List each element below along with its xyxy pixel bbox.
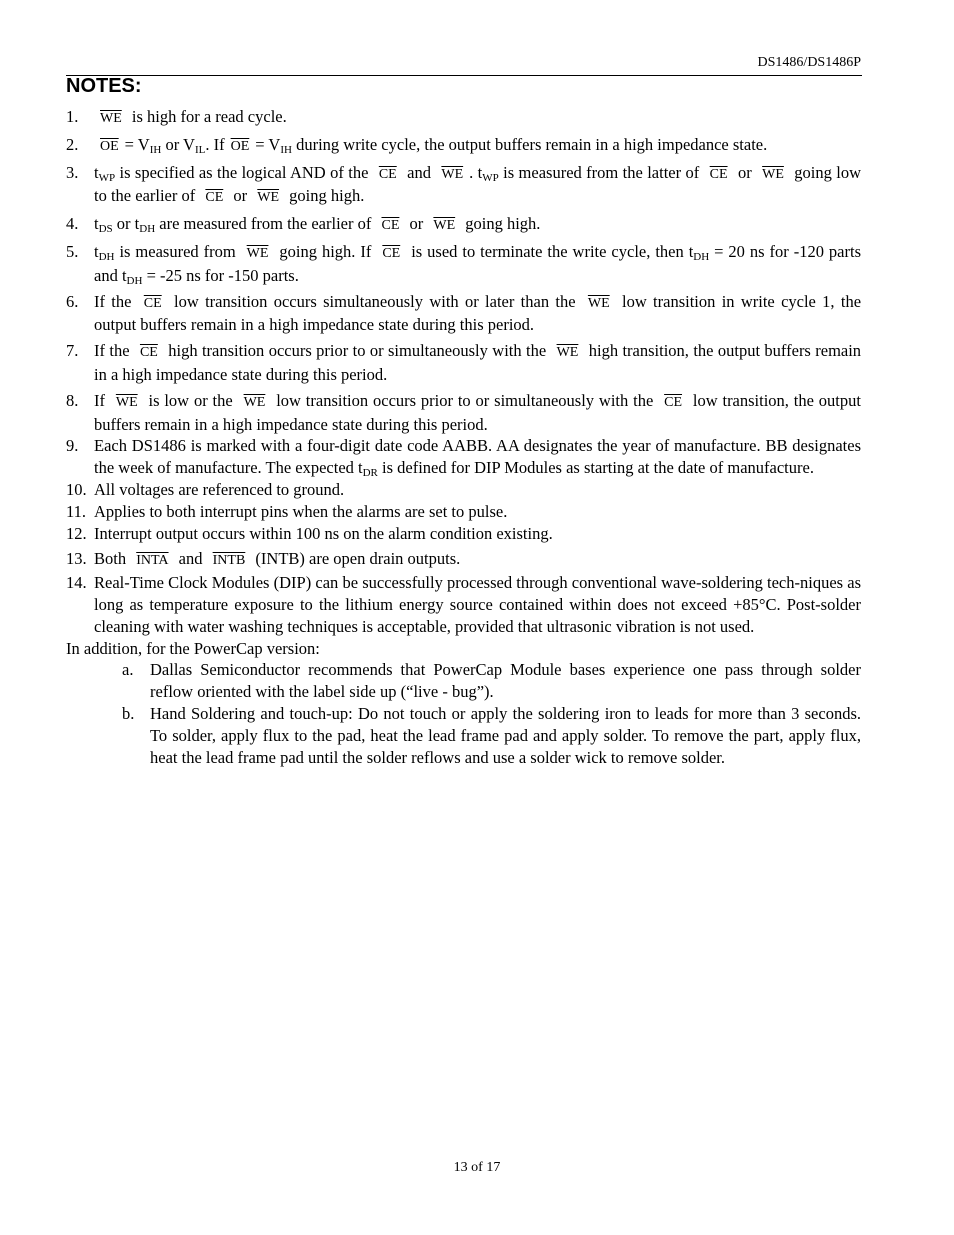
signal-we: $\overline{WE}$	[243, 394, 266, 410]
text-run: = V	[124, 134, 150, 154]
note-number: 14.	[66, 573, 87, 593]
note-13	[66, 548, 861, 572]
note-number: 5.	[66, 241, 79, 261]
signal-we: $\overline{WE}$	[246, 245, 269, 261]
powercap-intro: In addition, for the PowerCap version:	[66, 638, 320, 658]
signal-ce: $\overline{CE}$	[382, 245, 401, 261]
note-1	[66, 106, 861, 130]
note-number: 8.	[66, 390, 79, 410]
text-run: or V	[161, 134, 195, 154]
subscript: DH	[139, 223, 156, 236]
note-text	[94, 548, 861, 572]
text-run: or t	[112, 214, 140, 234]
text-run: is measured from the latter of	[498, 162, 700, 182]
powercap-item-a	[122, 659, 861, 703]
note-7	[66, 340, 861, 386]
subscript: IH	[280, 143, 292, 156]
signal-ce: $\overline{CE}$	[381, 218, 400, 234]
note-text: Applies to both interrupt pins when the alarms are set to pulse.	[94, 501, 508, 521]
text-run: t	[94, 241, 99, 261]
note-number: 10.	[66, 479, 87, 499]
text-run: = -25 ns for -150 parts.	[142, 265, 299, 285]
note-text	[94, 106, 861, 130]
document-id: DS1486/DS1486P	[757, 55, 861, 70]
subscript: DH	[126, 274, 143, 287]
subscript: DH	[693, 250, 710, 263]
note-14	[66, 572, 861, 637]
note-12	[66, 523, 861, 545]
item-letter: a.	[122, 660, 134, 680]
text-run: during write cycle, the output buffers remain in a high impedance state.	[291, 134, 768, 154]
note-text: All voltages are referenced to ground.	[94, 479, 345, 499]
subscript: DR	[362, 467, 378, 480]
note-6	[66, 291, 861, 337]
text-run: is high for a read cycle.	[131, 107, 287, 126]
note-number: 4.	[66, 214, 79, 234]
header-rule	[66, 75, 862, 76]
signal-ce: $\overline{CE}$	[378, 166, 397, 182]
text-run: and	[407, 162, 431, 182]
subscript: DS	[98, 223, 113, 236]
text-run: high transition, the output buffers remain in a high impedance state during this period.	[94, 341, 862, 384]
signal-ce: $\overline{CE}$	[664, 394, 683, 410]
page-number: 13 of 17	[453, 1160, 501, 1175]
signal-oe: $\overline{OE}$	[230, 138, 250, 154]
item-text: Dallas Semiconductor recommends that PowerCap Module bases experience one pass through solder reflow oriented with the label side up (“live - bug”).	[150, 660, 861, 702]
note-text: Real-Time Clock Modules (DIP) can be successfully processed through conventional wave-soldering tech-niques as long as temperature exposure to the lithium energy source contained within does not exceed +85°C. Post-solder cleaning with water washing techniques is acceptable, provided that ultrasonic vibration is not used.	[94, 573, 861, 636]
text-run: are measured from the earlier of	[155, 214, 372, 234]
item-text: Hand Soldering and touch-up: Do not touch or apply the soldering iron to leads for more than 3 seconds. To solder, apply flux to the pad, heat the lead frame pad and apply solder. To remove the part, apply flux, heat the lead frame pad until the solder reflows and use a solder wick to remove solder.	[150, 703, 861, 767]
note-number: 3.	[66, 162, 79, 182]
note-text	[94, 162, 861, 210]
text-run: high transition occurs prior to or simultaneously with the	[168, 341, 547, 361]
note-number: 6.	[66, 291, 79, 311]
signal-oe: $\overline{OE}$	[100, 138, 119, 154]
note-number: 7.	[66, 341, 79, 361]
item-letter: b.	[122, 703, 135, 723]
subscript: IL	[194, 143, 206, 156]
note-4	[66, 213, 861, 237]
notes-list	[66, 106, 861, 768]
notes-title: NOTES:	[66, 75, 142, 97]
subscript: WP	[98, 171, 116, 184]
text-run: is used to terminate the write cycle, then t	[411, 241, 694, 261]
note-10	[66, 479, 861, 501]
signal-we: $\overline{WE}$	[100, 111, 122, 126]
powercap-list	[122, 659, 861, 768]
text-run: If the	[94, 341, 130, 361]
text-run: (INTB) are open drain outputs.	[255, 549, 461, 569]
text-run: is low or the	[148, 390, 233, 410]
text-run: going high.	[465, 214, 541, 234]
note-text	[94, 340, 861, 386]
note-number: 9.	[66, 436, 79, 456]
text-run: Each DS1486 is marked with a four-digit date code AABB. AA designates the year of manufacture. BB designates the week of manufacture. The expected t	[94, 436, 861, 478]
text-run: t	[94, 214, 99, 234]
text-run: or	[737, 162, 752, 182]
note-number: 1.	[66, 107, 79, 126]
text-run: Both	[94, 549, 127, 569]
signal-intb: INTB	[212, 553, 246, 569]
text-run: going low to the earlier of	[94, 162, 862, 206]
note-3	[66, 162, 861, 210]
note-text	[94, 213, 861, 237]
text-run: . If	[205, 134, 225, 154]
powercap-item-b	[122, 703, 861, 768]
signal-ce: $\overline{CE}$	[139, 345, 158, 361]
text-run: low transition occurs simultaneously with or later than the	[174, 291, 576, 311]
note-text	[94, 291, 861, 337]
subscript: WP	[482, 171, 499, 184]
note-text	[94, 435, 861, 479]
note-11	[66, 501, 861, 523]
text-run: is measured from	[114, 241, 236, 261]
text-run: = V	[255, 134, 281, 154]
signal-ce: $\overline{CE}$	[709, 166, 728, 182]
note-text	[94, 241, 861, 287]
note-8	[66, 390, 861, 436]
signal-we: $\overline{WE}$	[587, 295, 610, 311]
note-text	[94, 390, 861, 436]
signal-we: $\overline{WE}$	[762, 166, 784, 182]
note-number: 12.	[66, 523, 87, 543]
text-run: low transition occurs prior to or simultaneously with the	[276, 390, 654, 410]
subscript: DH	[98, 250, 115, 263]
text-run: . t	[469, 162, 483, 182]
text-run: and	[178, 549, 203, 569]
signal-we: $\overline{WE}$	[556, 345, 579, 361]
note-2	[66, 134, 861, 158]
note-number: 11.	[66, 501, 87, 521]
note-number: 2.	[66, 134, 79, 154]
signal-ce: $\overline{CE}$	[205, 190, 224, 206]
text-run: going high.	[289, 186, 365, 206]
text-run: If	[94, 390, 105, 410]
note-text: Interrupt output occurs within 100 ns on the alarm condition existing.	[94, 523, 553, 543]
text-run: going high. If	[279, 241, 372, 261]
note-number: 13.	[66, 549, 87, 569]
text-run: or	[409, 214, 424, 234]
text-run: If the	[94, 291, 132, 311]
subscript: IH	[149, 143, 162, 156]
text-run: = 20 ns for -120 parts and t	[94, 241, 861, 285]
signal-we: $\overline{WE}$	[441, 166, 464, 182]
text-run: low transition, the output buffers remain in a high impedance state during this period.	[94, 390, 861, 434]
text-run: t	[94, 162, 99, 182]
note-5	[66, 241, 861, 287]
text-run: or	[233, 186, 248, 206]
signal-we: $\overline{WE}$	[433, 218, 456, 234]
note-text	[94, 134, 861, 158]
note-9	[66, 435, 861, 479]
text-run: is specified as the logical AND of the	[115, 162, 369, 182]
text-run: is defined for DIP Modules as starting at the date of manufacture.	[377, 458, 814, 478]
signal-inta: INTA	[136, 553, 169, 569]
signal-ce: $\overline{CE}$	[143, 295, 162, 311]
signal-we: $\overline{WE}$	[257, 190, 280, 206]
text-run: low transition in write cycle 1, the output buffers remain in a high impedance state during this period.	[94, 291, 862, 335]
signal-we: $\overline{WE}$	[115, 394, 138, 410]
